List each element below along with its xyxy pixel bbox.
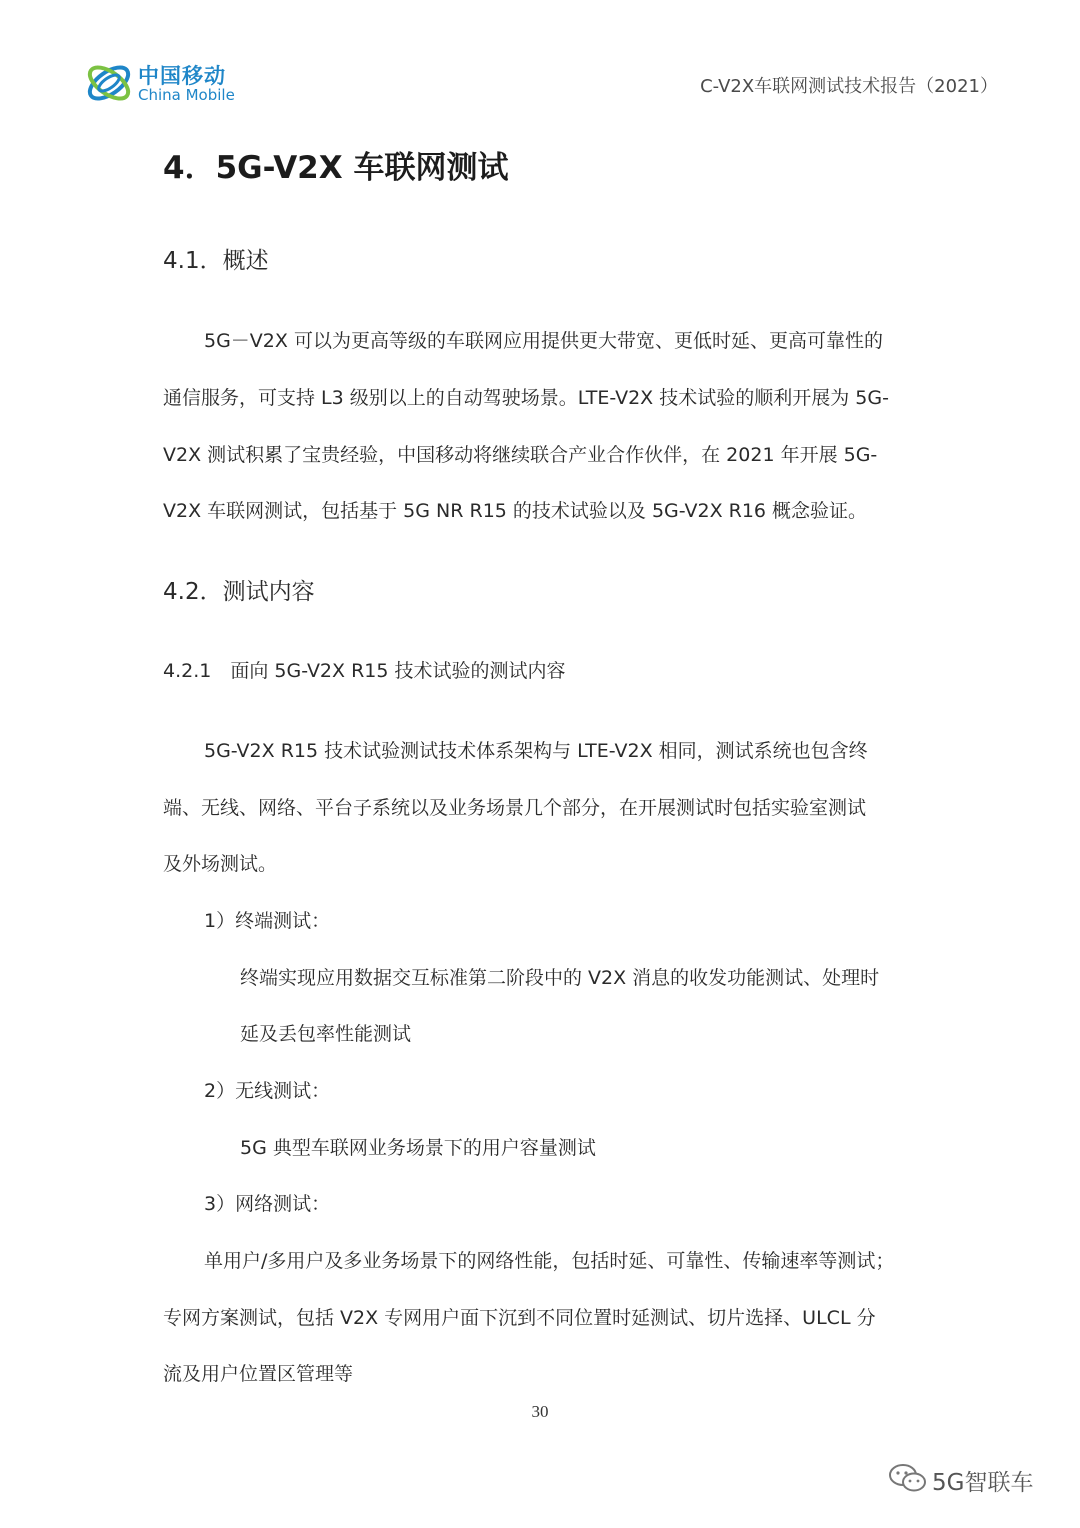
para-4-2-1-line-1: 5G-V2X R15 技术试验测试技术体系架构与 LTE-V2X 相同，测试系统也包含终	[204, 740, 868, 762]
list-item-text: 专网方案测试，包括 V2X 专网用户面下沉到不同位置时延测试、切片选择、ULCL 分	[163, 1307, 876, 1329]
list-item-label-wireless-test: 2）无线测试：	[204, 1080, 331, 1102]
list-item-text: 5G 典型车联网业务场景下的用户容量测试	[240, 1137, 596, 1159]
para-4-1-line-2: 通信服务，可支持 L3 级别以上的自动驾驶场景。LTE-V2X 技术试验的顺利开展为 5G-	[163, 387, 889, 409]
list-item-label-terminal-test: 1）终端测试：	[204, 910, 331, 932]
para-4-1-line-1: 5G－V2X 可以为更高等级的车联网应用提供更大带宽、更低时延、更高可靠性的	[204, 330, 883, 352]
list-item-text: 流及用户位置区管理等	[163, 1363, 354, 1385]
list-item-text: 单用户/多用户及多业务场景下的网络性能，包括时延、可靠性、传输速率等测试；	[204, 1250, 895, 1272]
heading-4-1: 4.1．概述	[163, 248, 269, 274]
section-title: 4．5G-V2X 车联网测试	[163, 150, 509, 186]
china-mobile-emblem-icon	[84, 58, 134, 108]
wechat-icon	[888, 1462, 928, 1496]
china-mobile-logo	[84, 56, 244, 112]
page-number: 30	[531, 1402, 549, 1421]
report-title: C-V2X车联网测试技术报告（2021）	[700, 76, 998, 97]
heading-4-2: 4.2．测试内容	[163, 579, 315, 605]
para-4-2-1-line-3: 及外场测试。	[163, 853, 278, 875]
heading-4-2-1: 4.2.1 面向 5G-V2X R15 技术试验的测试内容	[163, 660, 566, 682]
list-item-label-network-test: 3）网络测试：	[204, 1193, 331, 1215]
para-4-1-line-4: V2X 车联网测试，包括基于 5G NR R15 的技术试验以及 5G-V2X R16 概念验证。	[163, 500, 868, 522]
logo-text-cn: 中国移动	[138, 64, 226, 88]
list-item-text: 终端实现应用数据交互标准第二阶段中的 V2X 消息的收发功能测试、处理时	[240, 967, 880, 989]
para-4-2-1-line-2: 端、无线、网络、平台子系统以及业务场景几个部分，在开展测试时包括实验室测试	[163, 797, 867, 819]
watermark	[888, 1458, 1058, 1498]
watermark-text: 5G智联车	[932, 1470, 1034, 1496]
para-4-1-line-3: V2X 测试积累了宝贵经验，中国移动将继续联合产业合作伙伴，在 2021 年开展 5G-	[163, 444, 878, 466]
list-item-text: 延及丢包率性能测试	[240, 1023, 412, 1045]
logo-text-en: China Mobile	[138, 86, 235, 104]
